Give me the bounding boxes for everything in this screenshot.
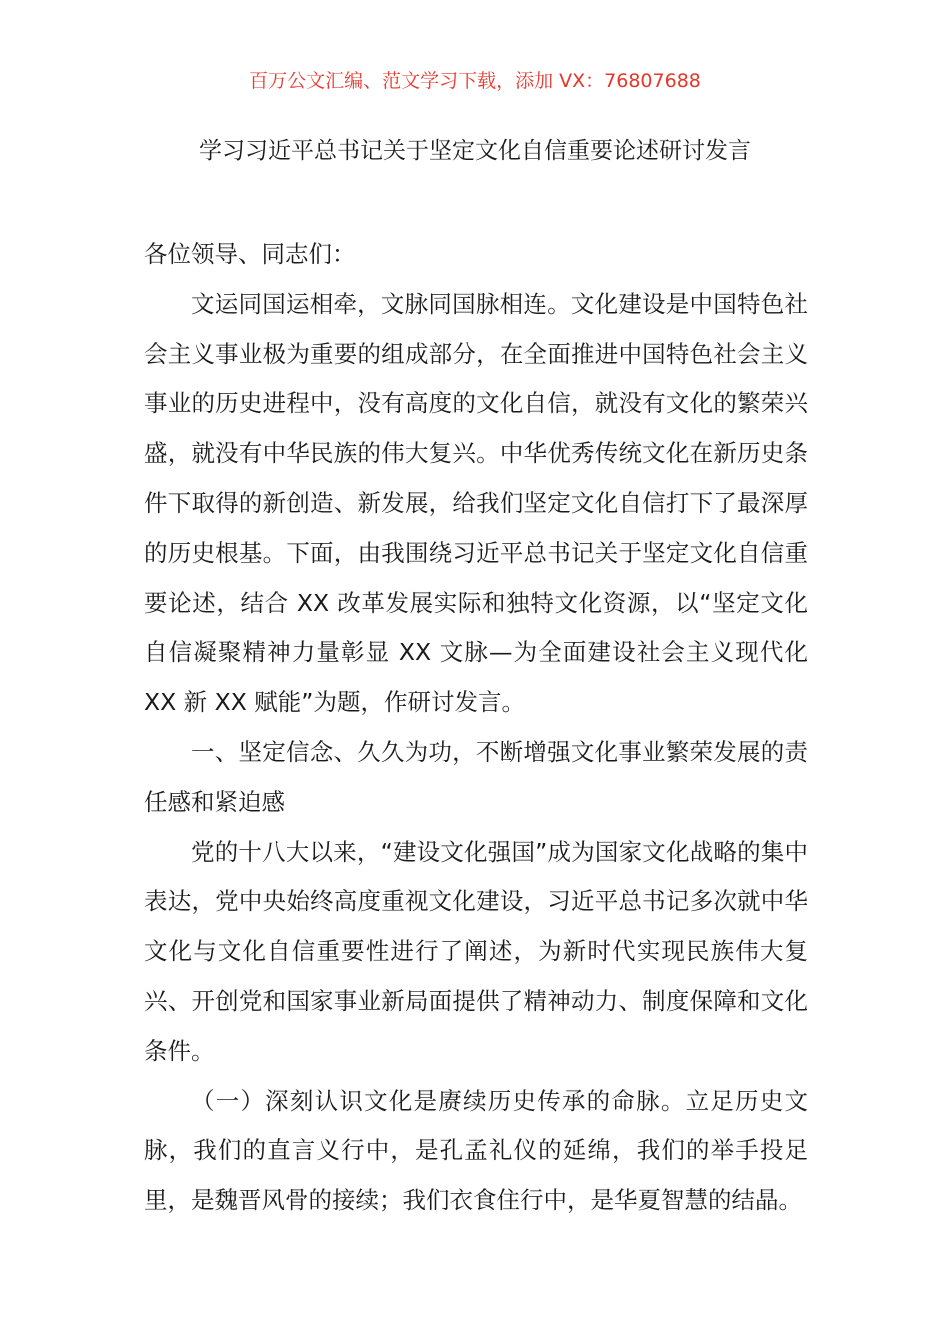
document-title: 学习习近平总书记关于坚定文化自信重要论述研讨发言 <box>199 138 751 164</box>
document-body <box>144 230 808 1226</box>
header-note: 百万公文汇编、范文学习下载，添加 VX：76807688 <box>249 70 701 92</box>
section-heading-1: 一、坚定信念、久久为功，不断增强文化事业繁荣发展的责任感和紧迫感 <box>144 737 808 816</box>
salutation: 各位领导、同志们： <box>144 240 356 268</box>
paragraph-intro: 文运同国运相牵，文脉同国脉相连。文化建设是中国特色社会主义事业极为重要的组成部分，在全面推进中国特色社会主义事业的历史进程中，没有高度的文化自信，就没有文化的繁荣兴盛，就没有中华民族的伟大复兴。中华优秀传统文化在新历史条件下取得的新创造、新发展，给我们坚定文化自信打下了最深厚的历史根基。下面，由我围绕习近平总书记关于坚定文化自信重要论述，结合 XX 改革发展实际和独特文化资源，以“坚定文化自信凝聚精神力量彰显 XX 文脉—为全面建设社会主义现代化 XX 新 XX 赋能”为题，作研讨发言。 <box>144 289 808 717</box>
paragraph-subsection-1: （一）深刻认识文化是赓续历史传承的命脉。立足历史文脉，我们的直言义行中，是孔孟礼仪的延绵，我们的举手投足里，是魏晋风骨的接续；我们衣食住行中，是华夏智慧的结晶。 <box>144 1086 808 1215</box>
paragraph-section-1: 党的十八大以来，“建设文化强国”成为国家文化战略的集中表达，党中央始终高度重视文化建设，习近平总书记多次就中华文化与文化自信重要性进行了阐述，为新时代实现民族伟大复兴、开创党和国家事业新局面提供了精神动力、制度保障和文化条件。 <box>144 837 808 1065</box>
